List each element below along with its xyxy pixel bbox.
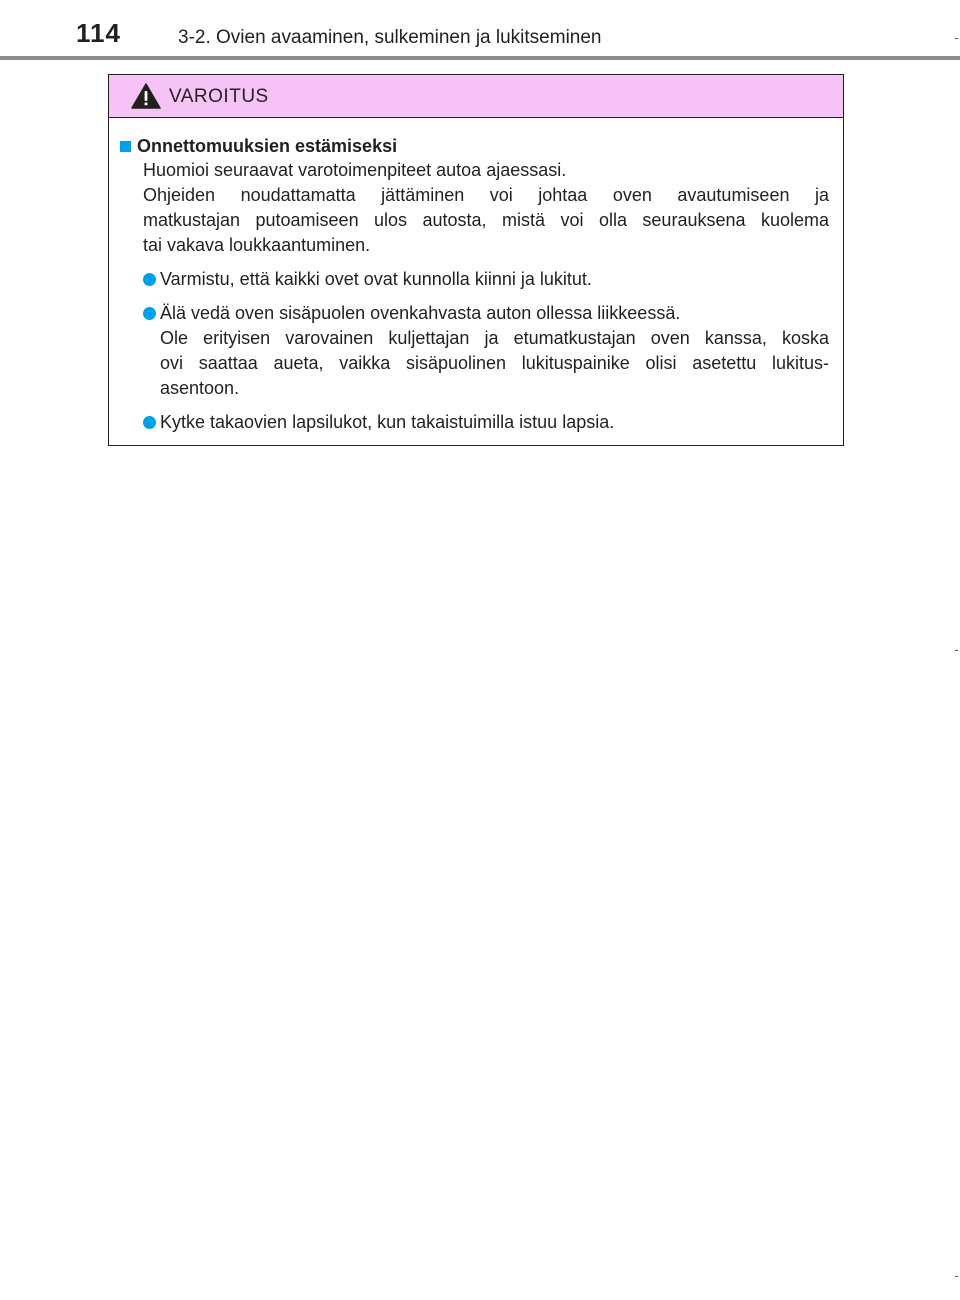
intro-line: Ohjeiden noudattamatta jättäminen voi johtaa oven avautumiseen ja [143,185,829,205]
round-bullet-icon [143,416,156,429]
intro-line: matkustajan putoamiseen ulos autosta, mistä voi olla seurauksena kuolema [143,210,829,230]
square-bullet-icon [120,141,131,152]
page-number: 114 [76,18,121,48]
intro-line: Huomioi seuraavat varotoimenpiteet autoa ajaessasi. [143,160,567,180]
bullet-item [143,267,829,292]
warning-box [108,74,844,446]
bullet-item [143,301,829,401]
bullet-text: Kytke takaovien lapsilukot, kun takaistuimilla istuu lapsia. [160,412,615,432]
round-bullet-icon [143,307,156,320]
intro-line: tai vakava loukkaantuminen. [143,235,371,255]
bullet-text: Älä vedä oven sisäpuolen ovenkahvasta auton ollessa liikkeessä. [160,303,681,323]
bullet-text: Varmistu, että kaikki ovet ovat kunnolla kiinni ja lukitut. [160,269,592,289]
crop-mark [955,650,958,651]
bullet-text: asentoon. [160,378,240,398]
crop-mark [955,1276,958,1277]
warning-triangle-icon [131,83,161,109]
warning-subheading [119,134,829,158]
bullet-item [143,410,829,435]
subheading-text: Onnettomuuksien estämiseksi [137,136,398,156]
warning-label: VAROITUS [169,86,269,107]
header-rule [0,56,960,60]
warning-body [109,118,843,435]
bullet-text: Ole erityisen varovainen kuljettajan ja etumatkustajan oven kanssa, koska [160,328,829,348]
page-header [0,0,960,62]
round-bullet-icon [143,273,156,286]
crop-mark [955,38,958,39]
warning-header [109,75,843,118]
section-title: 3-2. Ovien avaaminen, sulkeminen ja lukitseminen [178,27,602,48]
bullet-text: ovi saattaa aueta, vaikka sisäpuolinen lukituspainike olisi asetettu lukitus- [160,353,829,373]
intro-paragraph [143,158,829,258]
